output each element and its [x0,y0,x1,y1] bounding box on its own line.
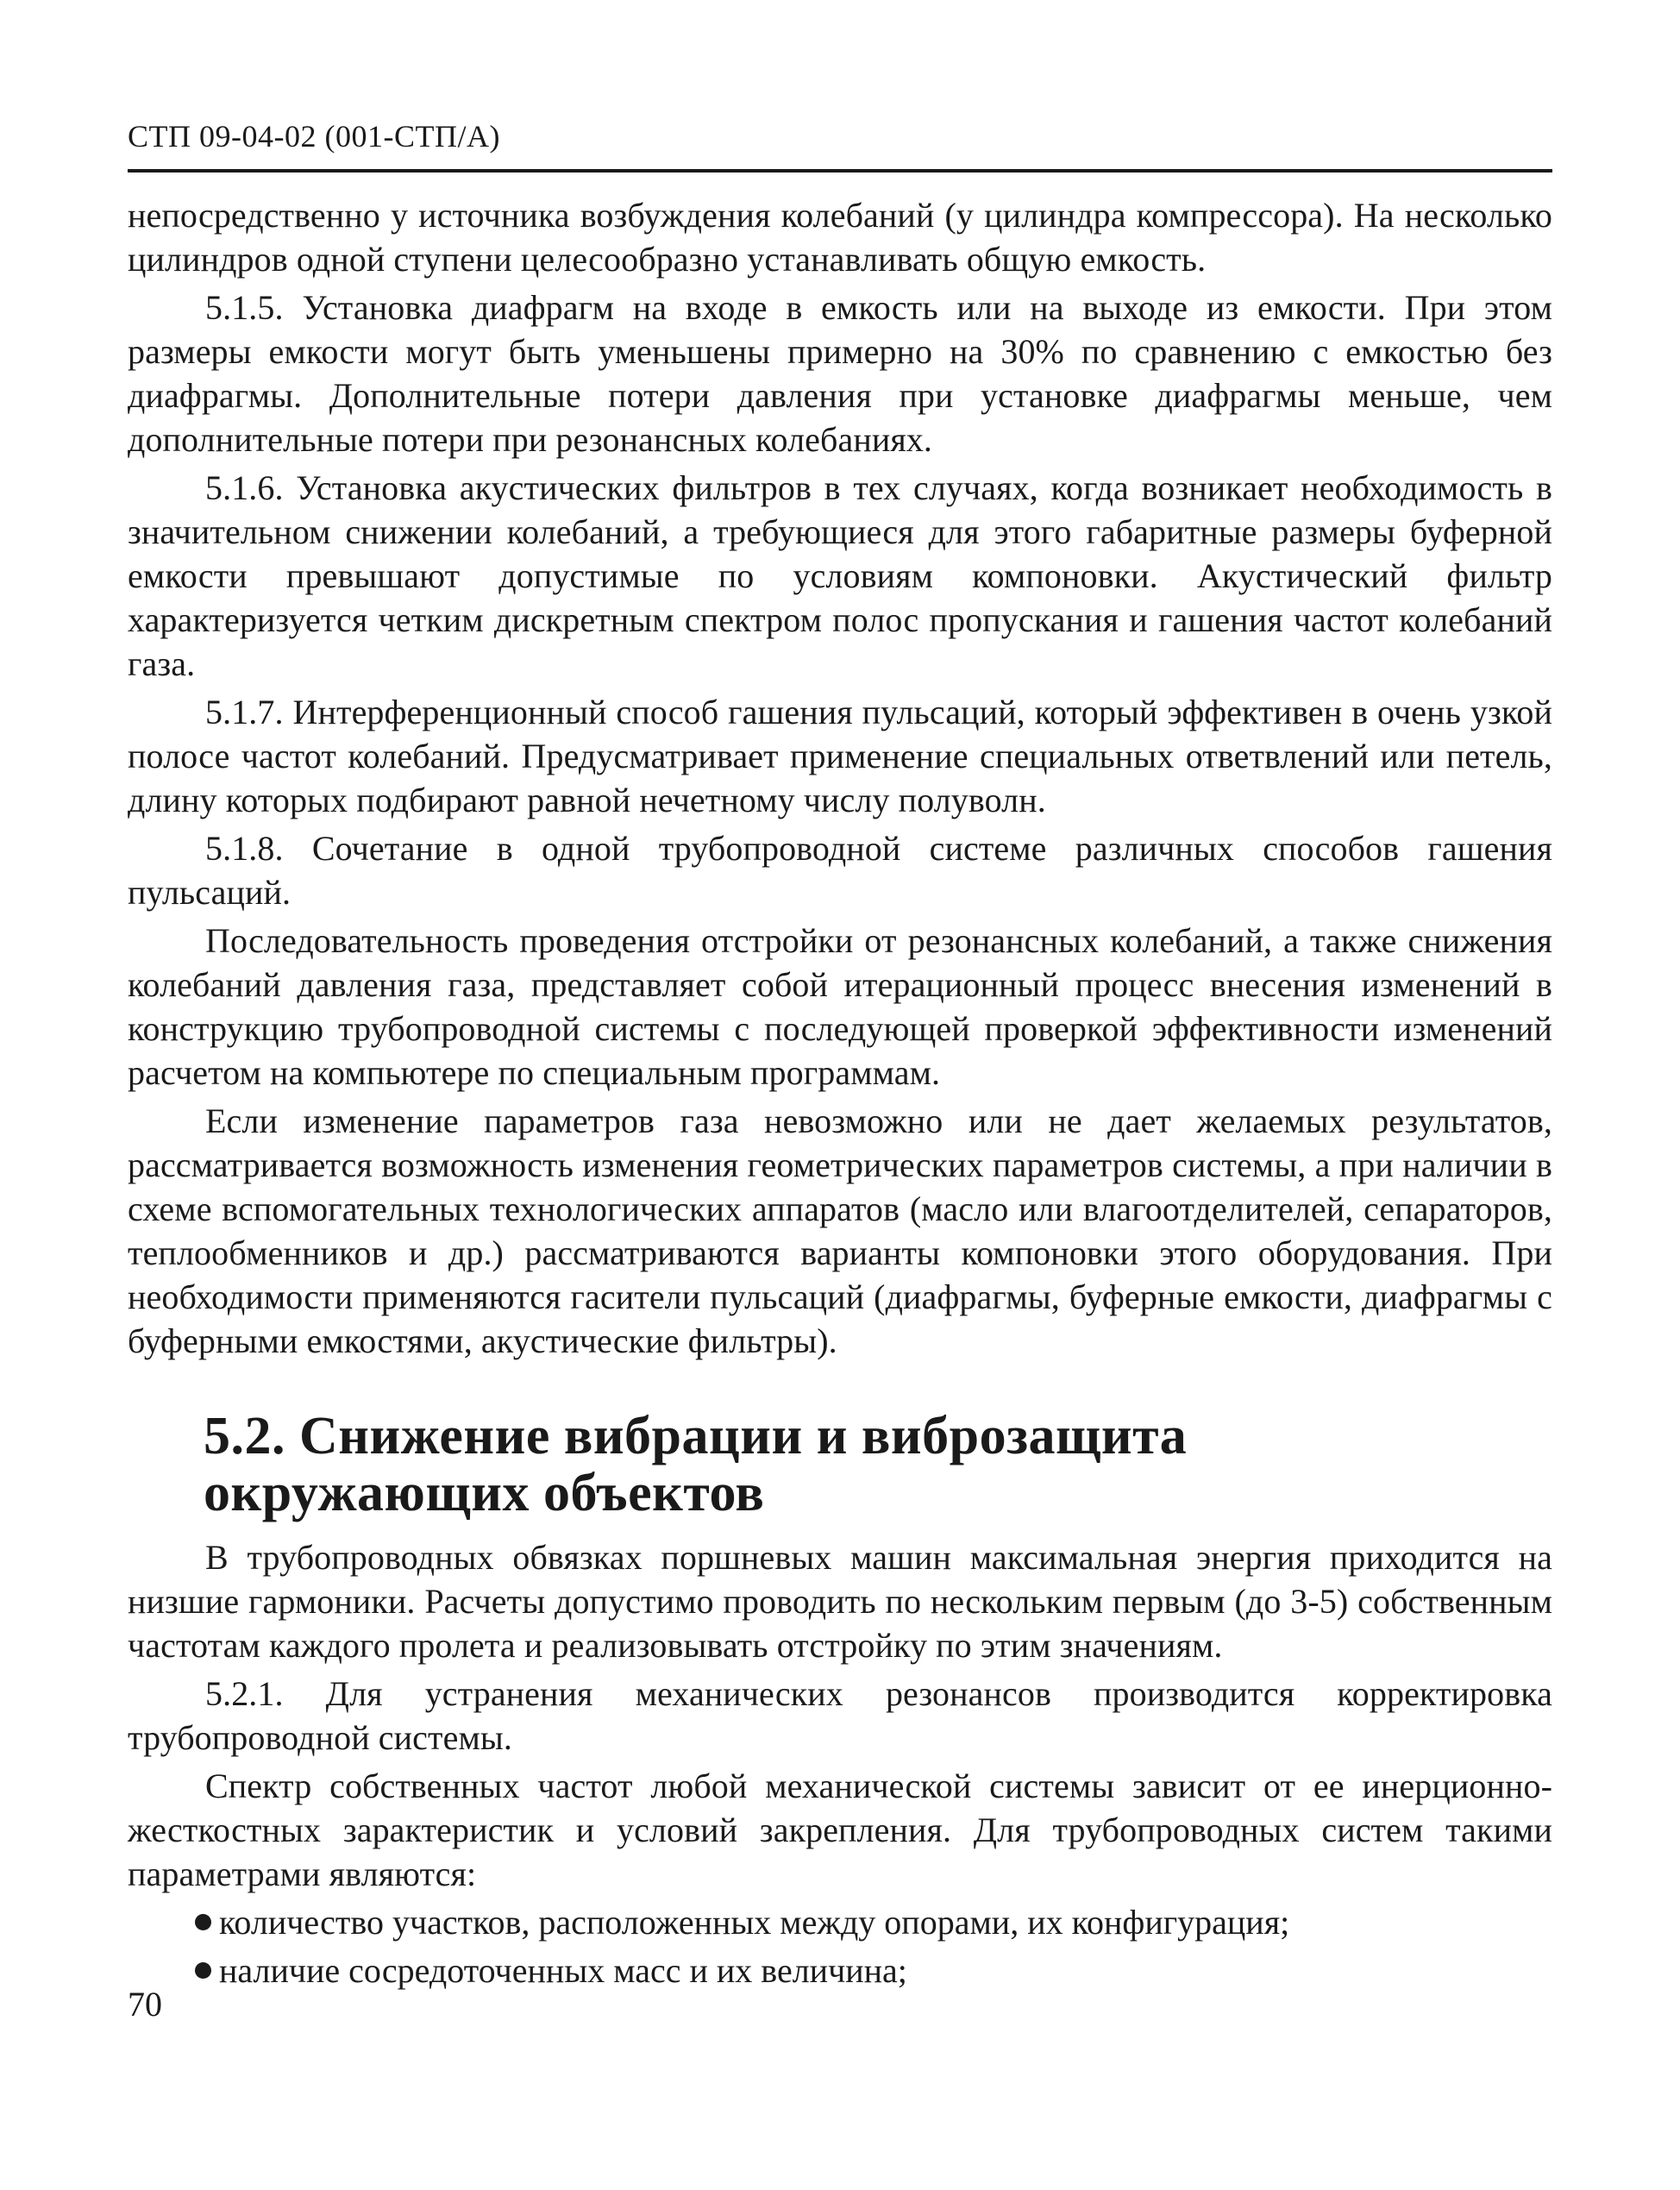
list-item [128,1948,1552,1992]
bullet-list [128,1900,1552,1992]
header-rule [128,169,1552,173]
paragraph-5-1-8: 5.1.8. Сочетание в одной трубопроводной системе различных способов гашения пульсаций. [128,829,1552,912]
document-page [128,0,1552,2190]
body-text [128,193,1552,1997]
section-heading [204,1408,1552,1522]
section-heading-line1: 5.2. Снижение вибрации и виброзащита [204,1407,1188,1465]
paragraph-sequence: Последовательность проведения отстройки от резонансных колебаний, а также снижения колебаний давления газа, представляет собой итерационный процесс внесения изменений в конструкцию трубопроводной системы с последующей проверкой эффективности изменений расчетом на компьютере по специальным программам. [128,921,1552,1092]
paragraph-spectrum: Спектр собственных частот любой механической системы зависит от ее инерционно-жесткостных зарактеристик и условий закрепления. Для трубопроводных систем такими параметрами являются: [128,1766,1552,1893]
paragraph-5-1-7: 5.1.7. Интерференционный способ гашения пульсаций, который эффективен в очень узкой полосе частот колебаний. Предусматривает применение специальных ответвлений или петель, длину которых подбирают равной нечетному числу полуволн. [128,693,1552,819]
running-header: СТП 09-04-02 (001-СТП/А) [128,119,500,154]
list-item-text: наличие сосредоточенных масс и их величина; [219,1951,907,1990]
paragraph-5-1-5: 5.1.5. Установка диафрагм на входе в емкость или на выходе из емкости. При этом размеры емкости могут быть уменьшены примерно на 30% по сравнению с емкостью без диафрагмы. Дополнительные потери давления при установке диафрагмы меньше, чем дополнительные потери при резонансных колебаниях. [128,288,1552,459]
bullet-icon [195,1962,211,1979]
paragraph-harmonics: В трубопроводных обвязках поршневых машин максимальная энергия приходится на низшие гармоники. Расчеты допустимо проводить по нескольким первым (до 3-5) собственным частотам каждого пролета и реализовывать отстройку по этим значениям. [128,1538,1552,1665]
paragraph-parameters: Если изменение параметров газа невозможно или не дает желаемых результатов, рассматривается возможность изменения геометрических параметров системы, а при наличии в схеме вспомогательных технологических аппаратов (масло или влагоотделителей, сепараторов, теплообменников и др.) рассматриваются варианты компоновки этого оборудования. При необходимости применяются гасители пульсаций (диафрагмы, буферные емкости, диафрагмы с буферными емкостями, акустические фильтры). [128,1101,1552,1360]
section-heading-line2: окружающих объектов [204,1464,765,1522]
list-item-text: количество участков, расположенных между опорами, их конфигурация; [219,1903,1290,1942]
paragraph-continuation: непосредственно у источника возбуждения колебаний (у цилиндра компрессора). На несколько цилиндров одной ступени целесообразно устанавливать общую емкость. [128,196,1552,279]
bullet-icon [195,1914,211,1930]
paragraph-5-2-1: 5.2.1. Для устранения механических резонансов производится корректировка трубопроводной системы. [128,1674,1552,1757]
paragraph-5-1-6: 5.1.6. Установка акустических фильтров в тех случаях, когда возникает необходимость в значительном снижении колебаний, а требующиеся для этого габаритные размеры буферной емкости превышают допустимые по условиям компоновки. Акустический фильтр характеризуется четким дискретным спектром полос пропускания и гашения частот колебаний газа. [128,468,1552,683]
page-number: 70 [128,1985,162,2024]
list-item [128,1900,1552,1944]
